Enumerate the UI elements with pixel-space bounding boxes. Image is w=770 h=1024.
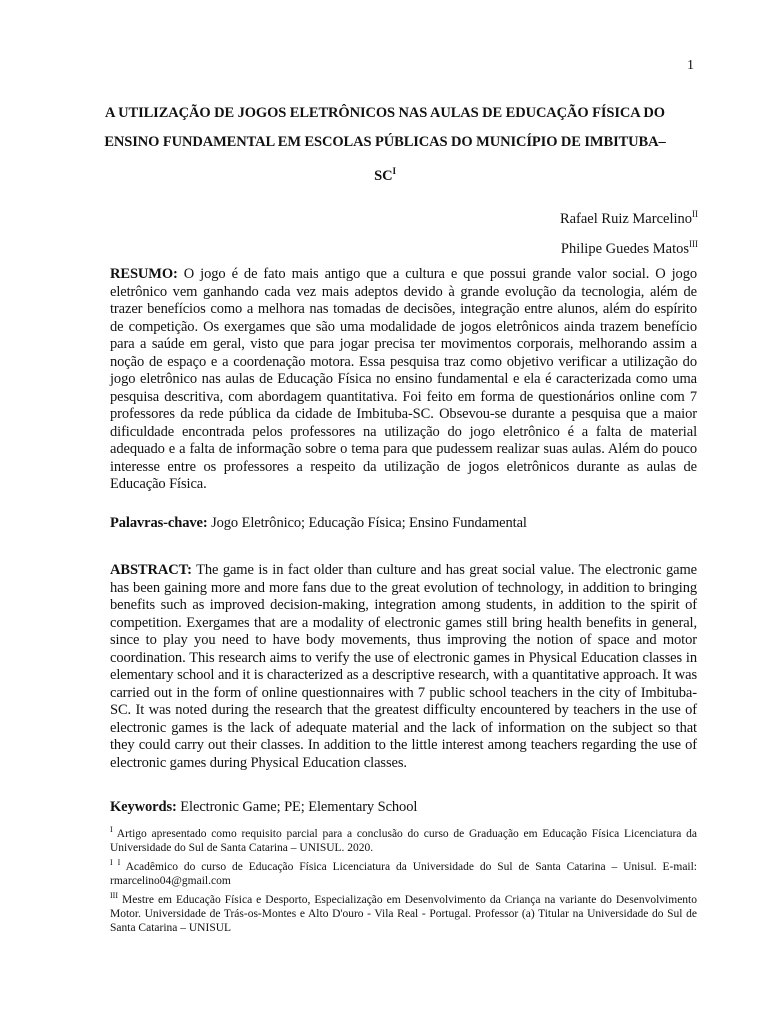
footnote [110, 889, 697, 936]
footnotes [110, 823, 697, 936]
abstract-text: The game is in fact older than culture and has great social value. The electronic game has been gaining more and more fans due to the great evolution of technology, in addition to bringing benefits such as improved decision-making, integration among students, in addition to the spirit of competition. Exergames that are a modality of electronic games still bring health benefits in general, since to play you need to have body movements, thus improving the notion of space and motor coordination. This research aims to verify the use of electronic games in Physical Education classes in elementary school and it is characterized as a descriptive research, with a quantitative approach. It was carried out in the form of online questionnaires with 7 public school teachers in the city of Imbituba-SC. It was noted during the research that the greatest difficulty encountered by teachers in the use of electronic games is the lack of adequate material and the lack of information on the subject so that they could carry out their classes. In addition to the little interest among teachers regarding the use of electronic games during Physical Education classes. [110, 562, 698, 771]
resumo-section [110, 266, 697, 494]
footnote-mark: I I [110, 857, 121, 867]
footnote-text: Artigo apresentado como requisito parcial para a conclusão do curso de Graduação em Educação Física Licenciatura da Universidade do Sul de Santa Catarina – UNISUL. 2020. [110, 827, 698, 855]
author-footnote-mark: II [692, 209, 698, 219]
resumo-label: RESUMO: [110, 266, 178, 282]
author-name: Philipe Guedes Matos [560, 240, 689, 257]
paper-title-text: A UTILIZAÇÃO DE JOGOS ELETRÔNICOS NAS AULAS DE EDUCAÇÃO FÍSICA DO ENSINO FUNDAMENTAL EM ESCOLAS PÚBLICAS DO MUNICÍPIO DE IMBITUBA–SC [104, 105, 666, 184]
footnote-mark: III [110, 890, 118, 900]
author-name: Rafael Ruiz Marcelino [559, 210, 692, 227]
keywords-pt-text: Jogo Eletrônico; Educação Física; Ensino Fundamental [211, 515, 527, 531]
footnote [110, 856, 697, 889]
author-entry [560, 202, 698, 232]
footnote-text: Mestre em Educação Física e Desporto, Especialização em Desenvolvimento da Criança na variante do Desenvolvimento Motor. Universidade de Trás-os-Montes e Alto D'ouro - Vila Real - Portugal. Professor (a) Titular na Universidade do Sul de Santa Catarina – UNISUL [110, 893, 697, 935]
keywords-en-text: Electronic Game; PE; Elementary School [180, 799, 418, 815]
footnote-text: Acadêmico do curso de Educação Física Licenciatura da Universidade do Sul de Santa Catarina – Unisul. E-mail: rmarcelino04@gmail.com [110, 860, 698, 888]
author-entry [560, 232, 698, 262]
abstract-section [110, 562, 697, 772]
footnote-mark: I [110, 825, 113, 834]
keywords-pt-section [110, 515, 697, 533]
abstract-label: ABSTRACT: [110, 562, 192, 578]
paper-title [100, 99, 670, 191]
author-footnote-mark: III [689, 238, 698, 249]
keywords-pt-label: Palavras-chave: [110, 515, 208, 531]
author-list [560, 202, 698, 262]
keywords-en-label: Keywords: [110, 799, 177, 815]
resumo-text: O jogo é de fato mais antigo que a cultura e que possui grande valor social. O jogo eletrônico vem ganhando cada vez mais adeptos devido à grande evolução da tecnologia, além de trazer benefícios como a melhora nas tomadas de decisões, integração entre alunos, além do espírito de competição. Os exergames que são uma modalidade de jogos eletrônicos ainda trazem benefício para a saúde em geral, visto que para jogar precisa ter movimentos corporais, melhorando assim a noção de espaço e a coordenação motora. Essa pesquisa traz como objetivo verificar a utilização do jogo eletrônico nas aulas de Educação Física no ensino fundamental e ela é caracterizada como uma pesquisa descritiva, com abordagem quantitativa. Foi feito em forma de questionários online com 7 professores da rede pública da cidade de Imbituba-SC. Obsevou-se durante a pesquisa que a maior dificuldade encontrada pelos professores na utilização do jogo eletrônico é a falta de material adequado e a falta de informação sobre o tema para que pudessem realizar suas aulas. Além do pouco interesse entre os professores a respeito da utilização de jogos eletrônicos durante as aulas de Educação Física. [110, 266, 697, 492]
page-number: 1 [687, 58, 694, 73]
title-footnote-mark: I [392, 166, 396, 176]
keywords-en-section [110, 799, 697, 817]
footnote [110, 823, 697, 856]
